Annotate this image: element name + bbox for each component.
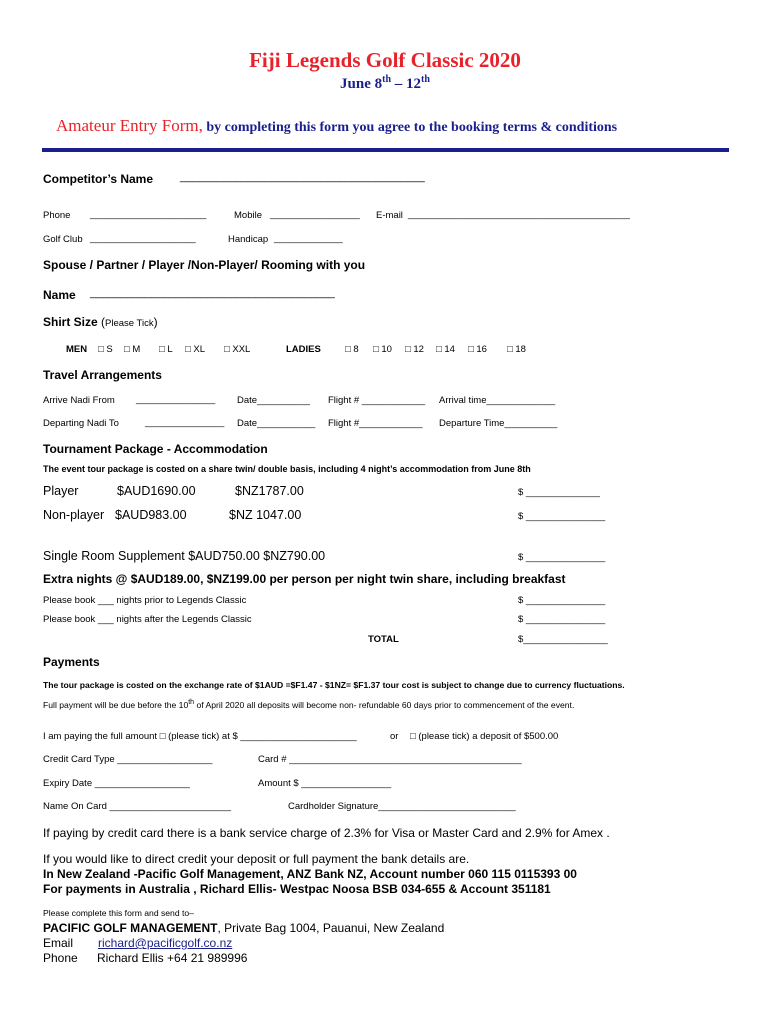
book-prior-total-field[interactable]: $ _______________ <box>518 595 606 606</box>
au-bank-details: For payments in Australia , Richard Ellis- Westpac Noosa BSB 034-655 & Account 351181 <box>43 882 551 896</box>
signature-field[interactable]: Cardholder Signature__________________________ <box>288 801 516 812</box>
nonplayer-label: Non-player <box>43 508 105 522</box>
ladies-label: LADIES <box>286 344 321 355</box>
men-size-xxl[interactable]: □ XXL <box>224 344 251 355</box>
amount-field[interactable]: Amount $ _________________ <box>258 778 392 789</box>
men-size-s[interactable]: □ S <box>98 344 113 355</box>
phone-contact-value: Richard Ellis +64 21 989996 <box>97 951 248 965</box>
card-type-field[interactable]: Credit Card Type __________________ <box>43 754 213 765</box>
package-note: The event tour package is costed on a share twin/ double basis, including 4 night’s accommodation from June 8th <box>43 464 531 474</box>
mobile-label: Mobile <box>234 210 262 221</box>
spouse-name-field[interactable]: ________________________________________ <box>90 287 335 299</box>
men-size-m[interactable]: □ M <box>124 344 141 355</box>
company-address: PACIFIC GOLF MANAGEMENT, Private Bag 1004, Pauanui, New Zealand <box>43 921 445 935</box>
player-nz: $NZ1787.00 <box>235 484 304 498</box>
or-label: or <box>390 731 399 742</box>
email-link[interactable]: richard@pacificgolf.co.nz <box>98 936 233 950</box>
header-divider <box>42 148 729 152</box>
handicap-label: Handicap <box>228 234 269 245</box>
email-label: E-mail <box>376 210 403 221</box>
arrive-date-field[interactable]: Date__________ <box>237 395 310 406</box>
extra-nights-label: Extra nights @ $AUD189.00, $NZ199.00 per person per night twin share, including breakfast <box>43 572 566 586</box>
nonplayer-total-field[interactable]: $ _______________ <box>518 511 606 522</box>
nonplayer-aud: $AUD983.00 <box>115 508 187 522</box>
travel-heading: Travel Arrangements <box>43 368 162 382</box>
book-after-total-field[interactable]: $ _______________ <box>518 614 606 625</box>
ladies-size-14[interactable]: □ 14 <box>436 344 455 355</box>
email-field[interactable]: __________________________________________ <box>408 209 630 220</box>
book-after-label[interactable]: Please book ___ nights after the Legends Classic <box>43 614 252 625</box>
surcharge-note: If paying by credit card there is a bank service charge of 2.3% for Visa or Master Card and 2.9% for Amex . <box>43 826 610 840</box>
event-dates: June 8th – 12th <box>340 74 430 92</box>
arrive-flight-field[interactable]: Flight # ____________ <box>328 395 426 406</box>
direct-credit-note: If you would like to direct credit your deposit or full payment the bank details are. <box>43 852 470 866</box>
total-field[interactable]: $________________ <box>518 634 608 645</box>
deposit-option[interactable]: □ (please tick) a deposit of $500.00 <box>410 731 559 742</box>
card-number-field[interactable]: Card # ____________________________________________ <box>258 754 522 765</box>
total-label: TOTAL <box>368 634 399 645</box>
send-to-note: Please complete this form and send to– <box>43 908 194 918</box>
ladies-size-12[interactable]: □ 12 <box>405 344 424 355</box>
expiry-field[interactable]: Expiry Date __________________ <box>43 778 190 789</box>
nonplayer-nz: $NZ 1047.00 <box>229 508 302 522</box>
competitor-name-field[interactable]: ________________________________________ <box>180 171 425 183</box>
form-title: Fiji Legends Golf Classic 2020 <box>249 48 521 72</box>
men-label: MEN <box>66 344 88 355</box>
player-total-field[interactable]: $ ______________ <box>518 487 600 498</box>
departure-time-field[interactable]: Departure Time__________ <box>439 418 558 429</box>
phone-field[interactable]: ______________________ <box>90 209 207 220</box>
single-room-total-field[interactable]: $ _______________ <box>518 552 606 563</box>
competitor-name-label: Competitor’s Name <box>43 172 154 186</box>
ladies-size-18[interactable]: □ 18 <box>507 344 526 355</box>
nz-bank-details: In New Zealand -Pacific Golf Management, ANZ Bank NZ, Account number 060 115 0115393 00 <box>43 867 577 881</box>
pay-full-option[interactable]: I am paying the full amount □ (please tick) at $ ______________________ <box>43 731 357 742</box>
arrival-time-field[interactable]: Arrival time_____________ <box>439 395 556 406</box>
depart-label: Departing Nadi To <box>43 418 119 429</box>
men-size-xl[interactable]: □ XL <box>185 344 205 355</box>
depart-flight-field[interactable]: Flight #____________ <box>328 418 423 429</box>
phone-label: Phone <box>43 210 71 221</box>
depart-date-field[interactable]: Date___________ <box>237 418 316 429</box>
player-aud: $AUD1690.00 <box>117 484 196 498</box>
package-heading: Tournament Package - Accommodation <box>43 442 268 456</box>
spouse-heading: Spouse / Partner / Player /Non-Player/ Rooming with you <box>43 258 366 272</box>
book-prior-label[interactable]: Please book ___ nights prior to Legends Classic <box>43 595 247 606</box>
full-payment-note: Full payment will be due before the 10th of April 2020 all deposits will become non- refundable 60 days prior to commencement of the event. <box>43 699 575 710</box>
depart-to-field[interactable]: _______________ <box>145 417 225 428</box>
golf-club-label: Golf Club <box>43 234 83 245</box>
ladies-size-16[interactable]: □ 16 <box>468 344 487 355</box>
ladies-size-10[interactable]: □ 10 <box>373 344 392 355</box>
handicap-field[interactable]: _____________ <box>274 233 343 244</box>
phone-contact-label: Phone <box>43 951 78 965</box>
spouse-name-label: Name <box>43 288 76 302</box>
payments-heading: Payments <box>43 655 100 669</box>
arrive-label: Arrive Nadi From <box>43 395 115 406</box>
player-label: Player <box>43 484 79 498</box>
exchange-note: The tour package is costed on the exchange rate of $1AUD =$F1.47 - $1NZ= $F1.37 tour cost is subject to change due to currency fluctuations. <box>43 680 625 690</box>
form-subtitle: Amateur Entry Form, by completing this form you agree to the booking terms & conditions <box>56 116 618 135</box>
name-on-card-field[interactable]: Name On Card _______________________ <box>43 801 232 812</box>
arrive-from-field[interactable]: _______________ <box>136 394 216 405</box>
men-size-l[interactable]: □ L <box>159 344 173 355</box>
mobile-field[interactable]: _________________ <box>270 209 360 220</box>
ladies-size-8[interactable]: □ 8 <box>345 344 359 355</box>
single-room-label: Single Room Supplement $AUD750.00 $NZ790.00 <box>43 549 326 563</box>
email-contact-label: Email <box>43 936 74 950</box>
shirt-size-row: Shirt Size (Please Tick) <box>43 315 158 329</box>
golf-club-field[interactable]: ____________________ <box>90 233 196 244</box>
